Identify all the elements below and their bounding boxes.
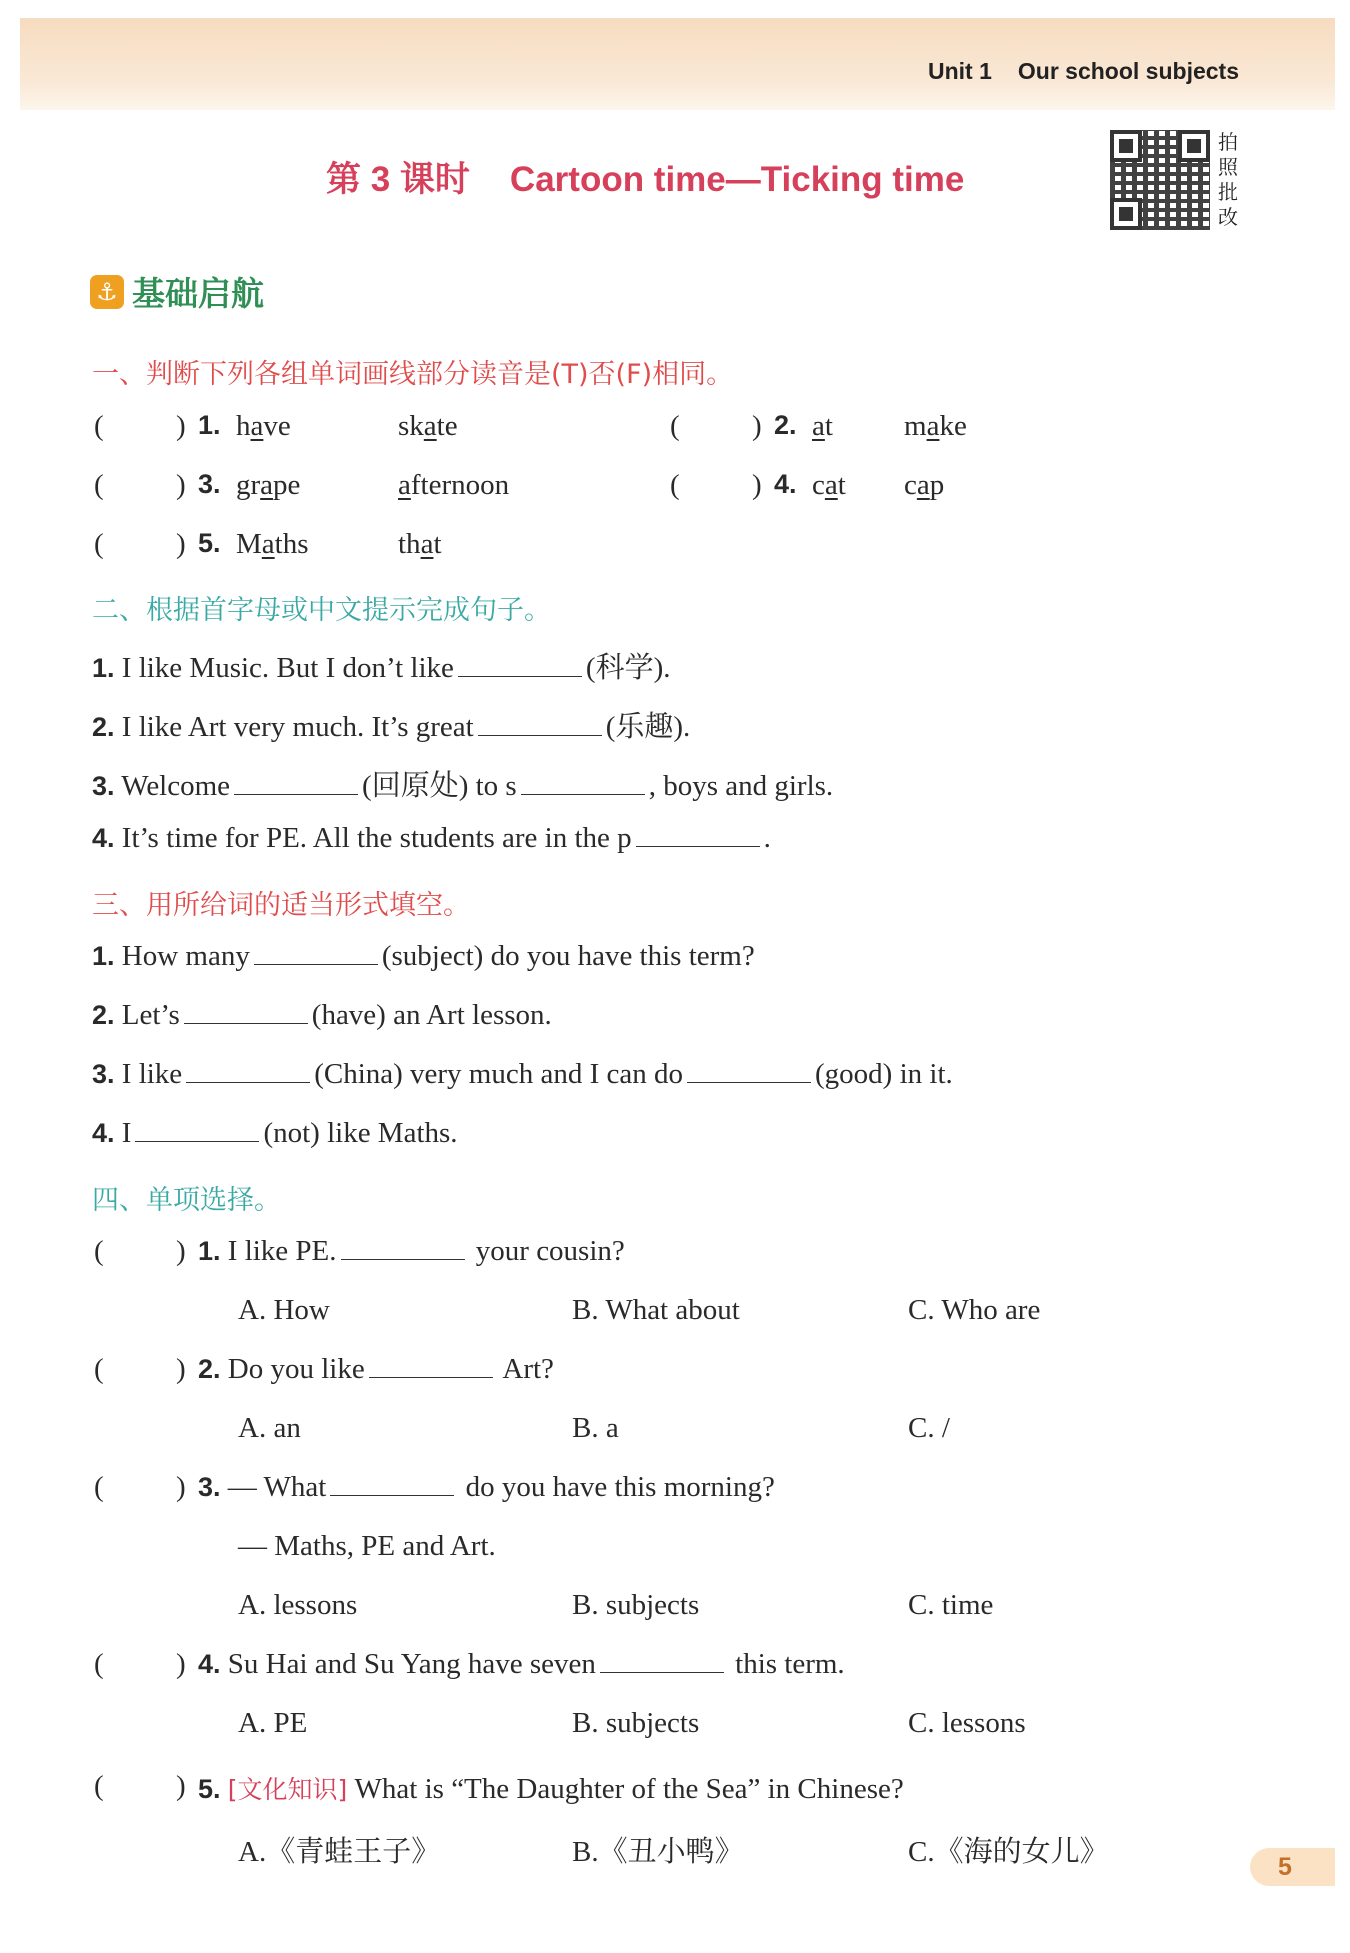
q3-item-1: 1. How many (subject) do you have this term? — [92, 940, 755, 972]
answer-blank[interactable] — [636, 822, 760, 847]
q4-1-option-b[interactable]: B. What about — [572, 1294, 740, 1326]
unit-title: Our school subjects — [1017, 58, 1239, 84]
q4-5-option-a[interactable]: A.《青蛙王子》 — [238, 1836, 441, 1868]
answer-paren[interactable]: ( — [670, 410, 680, 442]
question-3-instruction: 三、用所给词的适当形式填空。 — [92, 890, 470, 921]
q4-3-option-b[interactable]: B. subjects — [572, 1589, 700, 1621]
workbook-page: Unit 1 Our school subjects 第 3 课时 Cartoon time—Ticking time 拍照批改 ⚓ 基础启航 一、判断下列各组单词画线部分读音是(T)否(F)相同。 ( ) 1. have skate ( ) 2. at make ( ) 3. grape afternoon ( ) 4. cat cap ( ) 5. Maths that 二、根据首字母或中文提示完成句子。 1. I like Music. But I don’t like (科学). 2. I like Art very much. It’s great (乐趣). 3. Welcome (回原处) to s , boys and girls. 4. It’s time for PE. All the students are in the p . 三、用所给词的适当形式填空。 1. How many (subject) do you have this term? 2. Let’s (have) an Art lesson. 3. I like (China) very much and I can do (good) in it. 4. I (not) like Maths. 四、单项选择。 ( ) 1. I like PE. your cousin? A. How B. What about C. Who are ( ) 2. Do you like Art? A. an B. a C. / ( ) 3. — What do you have this morning? — Maths, PE and Art. A. lessons B. subjects C. time ( ) 4. Su Hai and Su Yang have seven this term. A. PE B. subjects C. lessons ( ) 5. [文化知识] What is “The Daughter of the Sea” in Chinese? A.《青蛙王子》 B.《丑小鸭》 C.《海的女儿》 5 — [0, 0, 1350, 1953]
q4-2-option-c[interactable]: C. / — [908, 1412, 950, 1444]
answer-blank[interactable] — [234, 770, 358, 795]
answer-paren[interactable]: ( — [94, 528, 104, 560]
q1-word-a: grape — [236, 469, 301, 501]
culture-tag: [文化知识] — [227, 1775, 348, 1804]
question-4-instruction: 四、单项选择。 — [92, 1185, 281, 1216]
q4-item-5: 5. [文化知识] What is “The Daughter of the Sea” in Chinese? — [198, 1773, 904, 1805]
q4-item-3: 3. — What do you have this morning? — [198, 1471, 775, 1503]
answer-paren-close: ) — [752, 469, 762, 501]
answer-paren[interactable]: ( — [670, 469, 680, 501]
section-title: 基础启航 — [132, 274, 264, 313]
q4-4-option-b[interactable]: B. subjects — [572, 1707, 700, 1739]
q4-5-option-c[interactable]: C.《海的女儿》 — [908, 1836, 1109, 1868]
q4-2-option-b[interactable]: B. a — [572, 1412, 619, 1444]
answer-blank[interactable] — [186, 1058, 310, 1083]
q4-item-3-reply: — Maths, PE and Art. — [238, 1530, 496, 1562]
q1-item-number: 4. — [774, 469, 797, 499]
q1-item-number: 2. — [774, 410, 797, 440]
answer-blank[interactable] — [369, 1353, 493, 1378]
q4-3-option-c[interactable]: C. time — [908, 1589, 994, 1621]
q1-word-a: have — [236, 410, 291, 442]
q1-word-a: cat — [812, 469, 846, 501]
answer-blank[interactable] — [254, 940, 378, 965]
answer-paren[interactable]: ( — [94, 1471, 104, 1503]
anchor-icon: ⚓ — [90, 275, 124, 309]
answer-paren-close: ) — [176, 410, 186, 442]
q4-item-4: 4. Su Hai and Su Yang have seven this term. — [198, 1648, 845, 1680]
q2-item-2: 2. I like Art very much. It’s great (乐趣). — [92, 711, 691, 743]
unit-label — [928, 58, 1239, 85]
q1-item-number: 5. — [198, 528, 221, 558]
q4-4-option-a[interactable]: A. PE — [238, 1707, 308, 1739]
lesson-title — [326, 152, 964, 202]
q4-item-1: 1. I like PE. your cousin? — [198, 1235, 625, 1267]
answer-blank[interactable] — [341, 1235, 465, 1260]
q4-5-option-b[interactable]: B.《丑小鸭》 — [572, 1836, 744, 1868]
answer-blank[interactable] — [478, 711, 602, 736]
q4-1-option-c[interactable]: C. Who are — [908, 1294, 1041, 1326]
qr-caption: 拍照批改 — [1218, 130, 1238, 229]
question-1-instruction: 一、判断下列各组单词画线部分读音是(T)否(F)相同。 — [92, 359, 734, 390]
answer-paren[interactable]: ( — [94, 1770, 104, 1802]
answer-blank[interactable] — [330, 1471, 454, 1496]
answer-paren-close: ) — [176, 528, 186, 560]
qr-code-icon[interactable] — [1110, 130, 1210, 230]
answer-paren[interactable]: ( — [94, 469, 104, 501]
page-number: 5 — [1250, 1848, 1335, 1886]
answer-paren[interactable]: ( — [94, 1235, 104, 1267]
q4-item-2: 2. Do you like Art? — [198, 1353, 554, 1385]
answer-paren-close: ) — [752, 410, 762, 442]
answer-blank[interactable] — [687, 1058, 811, 1083]
q4-1-option-a[interactable]: A. How — [238, 1294, 330, 1326]
lesson-title-cn: 第 3 课时 — [326, 160, 470, 199]
answer-blank[interactable] — [600, 1648, 724, 1673]
q2-item-3: 3. Welcome (回原处) to s , boys and girls. — [92, 770, 834, 802]
q2-item-1: 1. I like Music. But I don’t like (科学). — [92, 652, 671, 684]
q1-word-b: that — [398, 528, 442, 560]
q2-item-4: 4. It’s time for PE. All the students are in the p . — [92, 822, 771, 854]
q4-4-option-c[interactable]: C. lessons — [908, 1707, 1026, 1739]
q3-item-3: 3. I like (China) very much and I can do (good) in it. — [92, 1058, 953, 1090]
answer-blank[interactable] — [135, 1117, 259, 1142]
lesson-title-en: Cartoon time—Ticking time — [509, 160, 965, 199]
q3-item-4: 4. I (not) like Maths. — [92, 1117, 458, 1149]
q1-item-number: 3. — [198, 469, 221, 499]
section-heading — [90, 268, 264, 315]
q1-word-b: cap — [904, 469, 945, 501]
q1-word-b: make — [904, 410, 967, 442]
answer-paren[interactable]: ( — [94, 1353, 104, 1385]
q4-2-option-a[interactable]: A. an — [238, 1412, 301, 1444]
answer-paren-close: ) — [176, 469, 186, 501]
question-2-instruction: 二、根据首字母或中文提示完成句子。 — [92, 595, 551, 626]
answer-paren[interactable]: ( — [94, 410, 104, 442]
q1-word-b: skate — [398, 410, 458, 442]
q4-3-option-a[interactable]: A. lessons — [238, 1589, 358, 1621]
q1-item-number: 1. — [198, 410, 221, 440]
unit-number: Unit 1 — [928, 58, 992, 84]
q1-word-a: Maths — [236, 528, 309, 560]
answer-paren[interactable]: ( — [94, 1648, 104, 1680]
answer-blank[interactable] — [458, 652, 582, 677]
q1-word-a: at — [812, 410, 833, 442]
q1-word-b: afternoon — [398, 469, 510, 501]
answer-blank[interactable] — [184, 999, 308, 1024]
answer-blank[interactable] — [521, 770, 645, 795]
q3-item-2: 2. Let’s (have) an Art lesson. — [92, 999, 552, 1031]
